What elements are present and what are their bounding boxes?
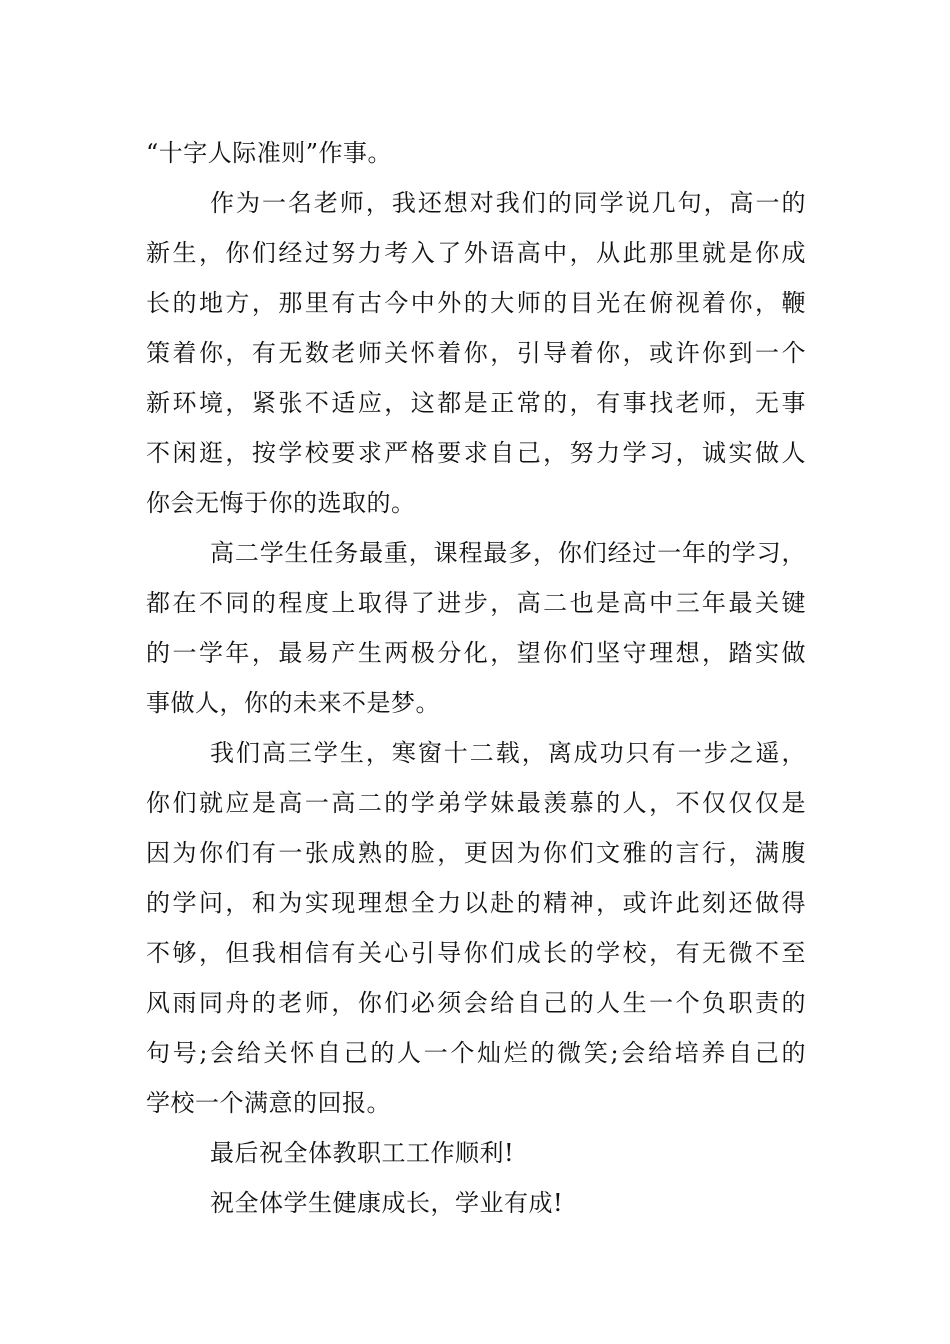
paragraph-start-line: 高二学生任务最重，课程最多，你们经过一年的学习， xyxy=(210,539,806,567)
paragraph-start-line: 作为一名老师，我还想对我们的同学说几句，高一的 xyxy=(210,189,806,217)
closing-wish-line: 祝全体学生健康成长，学业有成! xyxy=(210,1189,564,1217)
text-line: 长的地方，那里有古今中外的大师的目光在俯视着你，鞭 xyxy=(146,289,806,317)
text-line: 风雨同舟的老师，你们必须会给自己的人生一个负职责的 xyxy=(146,989,806,1017)
paragraph-start-line: 我们高三学生，寒窗十二载，离成功只有一步之遥， xyxy=(210,739,806,767)
text-line: 你们就应是高一高二的学弟学妹最羡慕的人，不仅仅仅是 xyxy=(146,789,806,817)
text-line: 的学问，和为实现理想全力以赴的精神，或许此刻还做得 xyxy=(146,889,806,917)
closing-wish-line: 最后祝全体教职工工作顺利! xyxy=(210,1139,515,1167)
text-line: 事做人，你的未来不是梦。 xyxy=(146,689,440,717)
text-line: 新生，你们经过努力考入了外语高中，从此那里就是你成 xyxy=(146,239,806,267)
text-line: 新环境，紧张不适应，这都是正常的，有事找老师，无事 xyxy=(146,389,806,417)
text-line: 不够，但我相信有关心引导你们成长的学校，有无微不至 xyxy=(146,939,806,967)
text-line: “十字人际准则”作事。 xyxy=(146,139,393,167)
text-line: 的一学年，最易产生两极分化，望你们坚守理想，踏实做 xyxy=(146,639,806,667)
text-line: 都在不同的程度上取得了进步，高二也是高中三年最关键 xyxy=(146,589,806,617)
text-line: 你会无悔于你的选取的。 xyxy=(146,489,416,517)
text-line: 因为你们有一张成熟的脸，更因为你们文雅的言行，满腹 xyxy=(146,839,806,867)
text-line: 学校一个满意的回报。 xyxy=(146,1089,391,1117)
text-line: 句号;会给关怀自己的人一个灿烂的微笑;会给培养自己的 xyxy=(146,1039,806,1067)
text-line: 不闲逛，按学校要求严格要求自己，努力学习，诚实做人 xyxy=(146,439,806,467)
text-line: 策着你，有无数老师关怀着你，引导着你，或许你到一个 xyxy=(146,339,806,367)
